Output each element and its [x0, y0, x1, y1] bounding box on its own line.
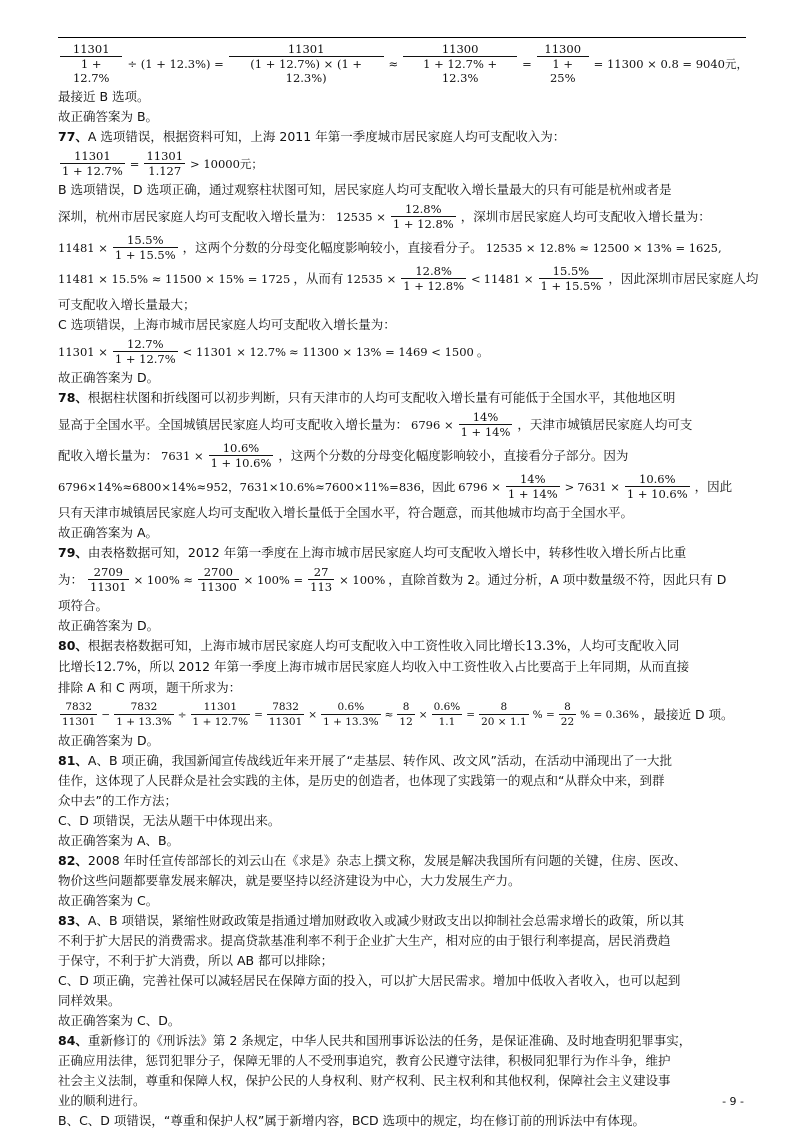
fraction	[397, 700, 414, 729]
fraction	[60, 700, 97, 729]
text-span: 12.8%	[401, 264, 466, 279]
fraction	[88, 565, 129, 594]
question-number: 82、	[58, 853, 88, 868]
paragraph: 正确应用法律，惩罚犯罪分子，保障无罪的人不受刑事追究，教育公民遵守法律，积极同犯罪行为作斗争，维护	[58, 1053, 671, 1068]
text-span: 1 + 15.5%	[114, 248, 176, 262]
question-80	[58, 636, 748, 657]
text-span: 27	[308, 565, 334, 580]
text-span: 。	[476, 343, 490, 359]
text-span: 2008 年时任宣传部部长的刘云山在《求是》杂志上撰文称，发展是解决我国所有问题的关键，住房、医改、	[87, 853, 687, 868]
paragraph: 可支配收入增长量最大；	[58, 297, 196, 312]
formula-line	[58, 149, 748, 178]
text-span: % =	[532, 708, 555, 721]
text-span: 11300	[537, 42, 589, 57]
question-number: 83、	[58, 913, 88, 928]
text-span: 为：	[58, 571, 84, 587]
text-span: 1 + 12.7%	[114, 352, 176, 366]
fraction	[625, 472, 690, 501]
text-span: 6796 ×	[458, 479, 501, 494]
question-number: 78、	[58, 390, 88, 405]
text-span: 20 × 1.1	[481, 716, 527, 728]
fraction	[113, 233, 178, 262]
fraction	[267, 700, 304, 729]
text-span: 1 + 25%	[549, 57, 576, 85]
text-span: 1.1	[438, 716, 456, 728]
text-span: 配收入增长量为：	[58, 447, 159, 463]
paragraph: 业的顺利进行。	[58, 1093, 146, 1108]
text-span: 8	[479, 700, 529, 715]
text-span: 1 + 12.8%	[403, 279, 465, 293]
paragraph: 同样效果。	[58, 993, 121, 1008]
text-span: 7832	[267, 700, 304, 715]
paragraph: 不利于扩大居民的消费需求。提高贷款基准利率不利于企业扩大生产，相对应的由于银行利率提高，居民消费趋	[58, 933, 671, 948]
formula-line	[58, 264, 759, 293]
text-span: 12535 × 12.8% ≈ 12500 × 13% = 1625,	[485, 240, 722, 255]
text-span: ≈	[384, 708, 394, 721]
text-span: ×	[418, 708, 428, 721]
paragraph: A 选项错误，根据资料可知，上海 2011 年第一季度城市居民家庭人均可支配收入为：	[87, 129, 566, 144]
text-span: % = 0.36%	[580, 708, 639, 721]
text-span: ，所以 2012 年第一季度上海市城市居民家庭人均收入中工资性收入占比要高于上年同期，从而直接	[136, 659, 690, 674]
text-span: 1 + 12.7% + 12.3%	[423, 57, 498, 85]
text-span: 2709	[88, 565, 129, 580]
question-number: 80、	[58, 638, 88, 653]
text-span: 11481 × 15.5% ≈ 11500 × 15% = 1725	[58, 271, 291, 286]
text-span: × 100% =	[243, 572, 304, 587]
text-span: ，这两个分数的分母变化幅度影响较小，直接看分子。	[182, 239, 483, 255]
math-text: =	[522, 56, 532, 71]
text-span: 7832	[60, 700, 97, 715]
text-span: ，最接近 D 项。	[640, 706, 734, 722]
fraction	[144, 149, 185, 178]
text-span: 11301	[62, 716, 96, 728]
fraction	[60, 42, 122, 85]
fraction	[198, 565, 239, 594]
text-span: 11301	[60, 149, 125, 164]
text-span: 12535 ×	[336, 209, 386, 224]
fraction	[401, 264, 466, 293]
text-span: ，因此深圳市居民家庭人均	[608, 270, 759, 286]
text-span: 1 + 12.7%	[72, 57, 110, 85]
formula-line	[58, 233, 748, 262]
paragraph: 佳作，这体现了人民群众是社会实践的主体，是历史的创造者，也体现了实践第一的观点和“从群众中来，到群	[58, 773, 665, 788]
paragraph: 物价这些问题都要靠发展来解决，就是要坚持以经济建设为中心，大力发展生产力。	[58, 873, 521, 888]
math-text: = 11300 × 0.8 = 9040元，	[593, 56, 748, 71]
text-span: 7631 ×	[161, 448, 204, 463]
text-span: 12535 ×	[346, 271, 397, 286]
text-span: <	[471, 271, 481, 286]
text-span: 11300	[403, 42, 517, 57]
text-span: 由表格数据可知，2012 年第一季度在上海市城市居民家庭人均可支配收入增长中，转移性收入增长所占比重	[87, 545, 687, 560]
text-span: 12.7%	[113, 337, 178, 352]
header-rule	[58, 37, 746, 38]
answer-line: 故正确答案为 A。	[58, 525, 159, 540]
formula-line	[58, 700, 748, 729]
text-span: 11301	[191, 700, 251, 715]
text-span: 14%	[506, 472, 560, 487]
paragraph: 项符合。	[58, 598, 109, 613]
answer-line: 故正确答案为 C。	[58, 893, 159, 908]
text-span: 11301	[90, 580, 127, 594]
question-number: 79、	[58, 545, 88, 560]
text-span: 0.6%	[433, 701, 461, 713]
fraction	[321, 700, 381, 729]
paragraph: 只有天津市城镇居民家庭人均可支配收入增长量低于全国水平，符合题意，而其他城市均高于全国水平。	[58, 505, 634, 520]
fraction	[114, 700, 174, 729]
text-span: 8	[397, 700, 414, 715]
answer-line: 故正确答案为 A、B。	[58, 833, 180, 848]
text-span: 1 + 12.7%	[192, 716, 249, 728]
text-span: 11300	[200, 580, 237, 594]
text-span: 1.127	[148, 164, 182, 178]
paragraph: B 选项错误，D 选项正确，通过观察柱状图可知，居民家庭人均可支配收入增长量最大的只有可能是杭州或者是	[58, 182, 672, 197]
text-span: 11301	[229, 42, 384, 57]
text-span: 1 + 14%	[507, 487, 558, 501]
paragraph: C、D 项错误，无法从题干中体现出来。	[58, 813, 281, 828]
text-span: ，因此	[694, 478, 733, 494]
text-span: 12	[399, 716, 413, 728]
text-span: 15.5%	[113, 233, 178, 248]
answer-line: 故正确答案为 B。	[58, 109, 159, 124]
paragraph: C、D 项正确，完善社保可以减轻居民在保障方面的投入，可以扩大居民需求。增加中低收入者收入，也可以起到	[58, 973, 681, 988]
text-span: 1 + 13.3%	[116, 716, 172, 728]
fraction	[113, 337, 178, 366]
text-span: × 100%	[339, 572, 386, 587]
text-span: 11481 ×	[483, 271, 534, 286]
text-span: =	[466, 708, 476, 721]
math-text: ≈	[388, 56, 399, 71]
question-number: 84、	[58, 1033, 88, 1048]
text-span: 22	[560, 716, 575, 728]
text-span: 10.6%	[209, 441, 274, 456]
text-span: ，深圳市居民家庭人均可支配收入增长量为：	[460, 208, 711, 224]
paragraph: 社会主义法制，尊重和保障人权，保护公民的人身权利、财产权利、民主权利和其他权利，保障社会主义建设事	[58, 1073, 671, 1088]
text-span: ，直除首数为 2。通过分析，A 项中数量级不符，因此只有 D	[388, 571, 727, 587]
text-span: 12.7%	[95, 660, 137, 675]
question-number: 81、	[58, 753, 88, 768]
paragraph	[58, 657, 748, 678]
fraction	[459, 410, 513, 439]
formula-line	[58, 337, 748, 366]
text-span: 11301	[146, 149, 184, 163]
math-text: > 10000元；	[190, 156, 263, 171]
text-span: 11481 ×	[58, 240, 108, 255]
text-span: 6796×14%≈6800×14%≈952，7631×10.6%≈7600×11%=836，因此	[58, 479, 456, 494]
text-span: 11301	[268, 716, 303, 728]
question-number: 77、	[58, 129, 88, 144]
paragraph: B、C、D 项错误，“尊重和保护人权”属于新增内容，BCD 选项中的规定，均在修订前的刑诉法中有体现。	[58, 1113, 646, 1128]
answer-line: 故正确答案为 D。	[58, 618, 160, 633]
paragraph: 众中去”的工作方法；	[58, 793, 177, 808]
text-span: 7631 ×	[577, 479, 620, 494]
answer-line: 故正确答案为 C、D。	[58, 1013, 181, 1028]
paragraph: 最接近 B 选项。	[58, 89, 150, 104]
fraction	[506, 472, 560, 501]
fraction	[432, 700, 463, 729]
text-span: 0.6%	[321, 700, 381, 715]
text-span: ÷	[177, 708, 187, 721]
fraction	[479, 700, 529, 729]
text-span: ，从而有	[293, 270, 344, 286]
text-span: 1 + 12.8%	[392, 217, 454, 231]
fraction	[308, 565, 334, 594]
fraction	[539, 264, 604, 293]
fraction	[403, 42, 517, 85]
text-span: < 11301 × 12.7%	[182, 344, 287, 359]
paragraph: C 选项错误，上海市城市居民家庭人均可支配收入增长量为：	[58, 317, 396, 332]
text-span: 7832	[114, 700, 174, 715]
text-span: 2700	[198, 565, 239, 580]
question-81	[58, 751, 748, 771]
text-span: >	[564, 479, 575, 494]
paragraph: 于保守，不利于扩大消费，所以 AB 都可以排除；	[58, 953, 334, 968]
formula-line	[58, 472, 748, 501]
text-span: 1 + 10.6%	[210, 456, 272, 470]
page-number: - 9 -	[722, 1095, 744, 1108]
text-span: 1 + 12.7%	[62, 164, 123, 178]
question-83	[58, 911, 748, 931]
text-span: 深圳，杭州市居民家庭人均可支配收入增长量为：	[58, 208, 334, 224]
text-span: 10.6%	[625, 472, 690, 487]
formula-line	[58, 410, 748, 439]
text-span: 14%	[459, 410, 513, 425]
text-span: 1 + 13.3%	[323, 716, 379, 728]
text-span: 6796 ×	[411, 417, 454, 432]
text-span: × 100% ≈	[133, 572, 194, 587]
answer-line: 故正确答案为 D。	[58, 370, 160, 385]
question-84	[58, 1031, 748, 1051]
document-body	[58, 40, 759, 1131]
fraction	[209, 441, 274, 470]
text-span: (1 + 12.7%) × (1 + 12.3%)	[250, 57, 363, 85]
text-span: 13.3%	[525, 639, 567, 654]
fraction	[60, 149, 125, 178]
question-78	[58, 388, 748, 408]
fraction	[391, 202, 456, 231]
text-span: 根据柱状图和折线图可以初步判断，只有天津市的人均可支配收入增长量有可能低于全国水平，其他地区明	[87, 390, 676, 405]
fraction	[537, 42, 589, 85]
text-span: 113	[310, 580, 333, 594]
text-span: 11301 ×	[58, 344, 108, 359]
math-text: ÷ (1 + 12.3%) =	[127, 56, 224, 71]
formula-line	[58, 42, 748, 85]
text-span: 1 + 14%	[460, 425, 511, 439]
text-span: 重新修订的《刑诉法》第 2 条规定，中华人民共和国刑事诉讼法的任务，是保证准确、及时地查明犯罪事实，	[87, 1033, 692, 1048]
text-span: 8	[559, 700, 576, 715]
text-span: ，这两个分数的分母变化幅度影响较小，直接看分子部分。因为	[278, 447, 629, 463]
question-77	[58, 127, 748, 147]
text-span: ×	[308, 708, 318, 721]
text-span: 12.8%	[391, 202, 456, 217]
text-span: ≈ 11300 × 13% = 1469 < 1500	[289, 344, 474, 359]
formula-line	[58, 565, 748, 594]
text-span: 显高于全国水平。全国城镇居民家庭人均可支配收入增长量为：	[58, 416, 409, 432]
formula-line	[58, 202, 748, 231]
text-span: ，人均可支配收入同	[566, 638, 680, 653]
text-span: 根据表格数据可知，上海市城市居民家庭人均可支配收入中工资性收入同比增长	[87, 638, 526, 653]
text-span: A、B 项错误，紧缩性财政政策是指通过增加财政收入或减少财政支出以抑制社会总需求增长的政策，所以其	[87, 913, 685, 928]
text-span: 比增长	[58, 659, 96, 674]
text-span: −	[101, 708, 111, 721]
fraction	[191, 700, 251, 729]
question-79	[58, 543, 748, 563]
formula-line	[58, 441, 748, 470]
text-span: 1 + 15.5%	[540, 279, 602, 293]
paragraph: 排除 A 和 C 两项，题干所求为：	[58, 680, 242, 695]
text-span: =	[254, 708, 263, 721]
text-span: ，天津市城镇居民家庭人均可支	[517, 416, 693, 432]
math-text: =	[129, 156, 140, 171]
text-span: A、B 项正确，我国新闻宣传战线近年来开展了“走基层、转作风、改文风”活动，在活动中涌现出了一大批	[87, 753, 672, 768]
question-82	[58, 851, 748, 871]
text-span: 1 + 10.6%	[626, 487, 688, 501]
text-span: 15.5%	[539, 264, 604, 279]
answer-line: 故正确答案为 D。	[58, 733, 160, 748]
fraction	[559, 700, 576, 729]
text-span: 11301	[60, 42, 122, 57]
fraction	[229, 42, 384, 85]
